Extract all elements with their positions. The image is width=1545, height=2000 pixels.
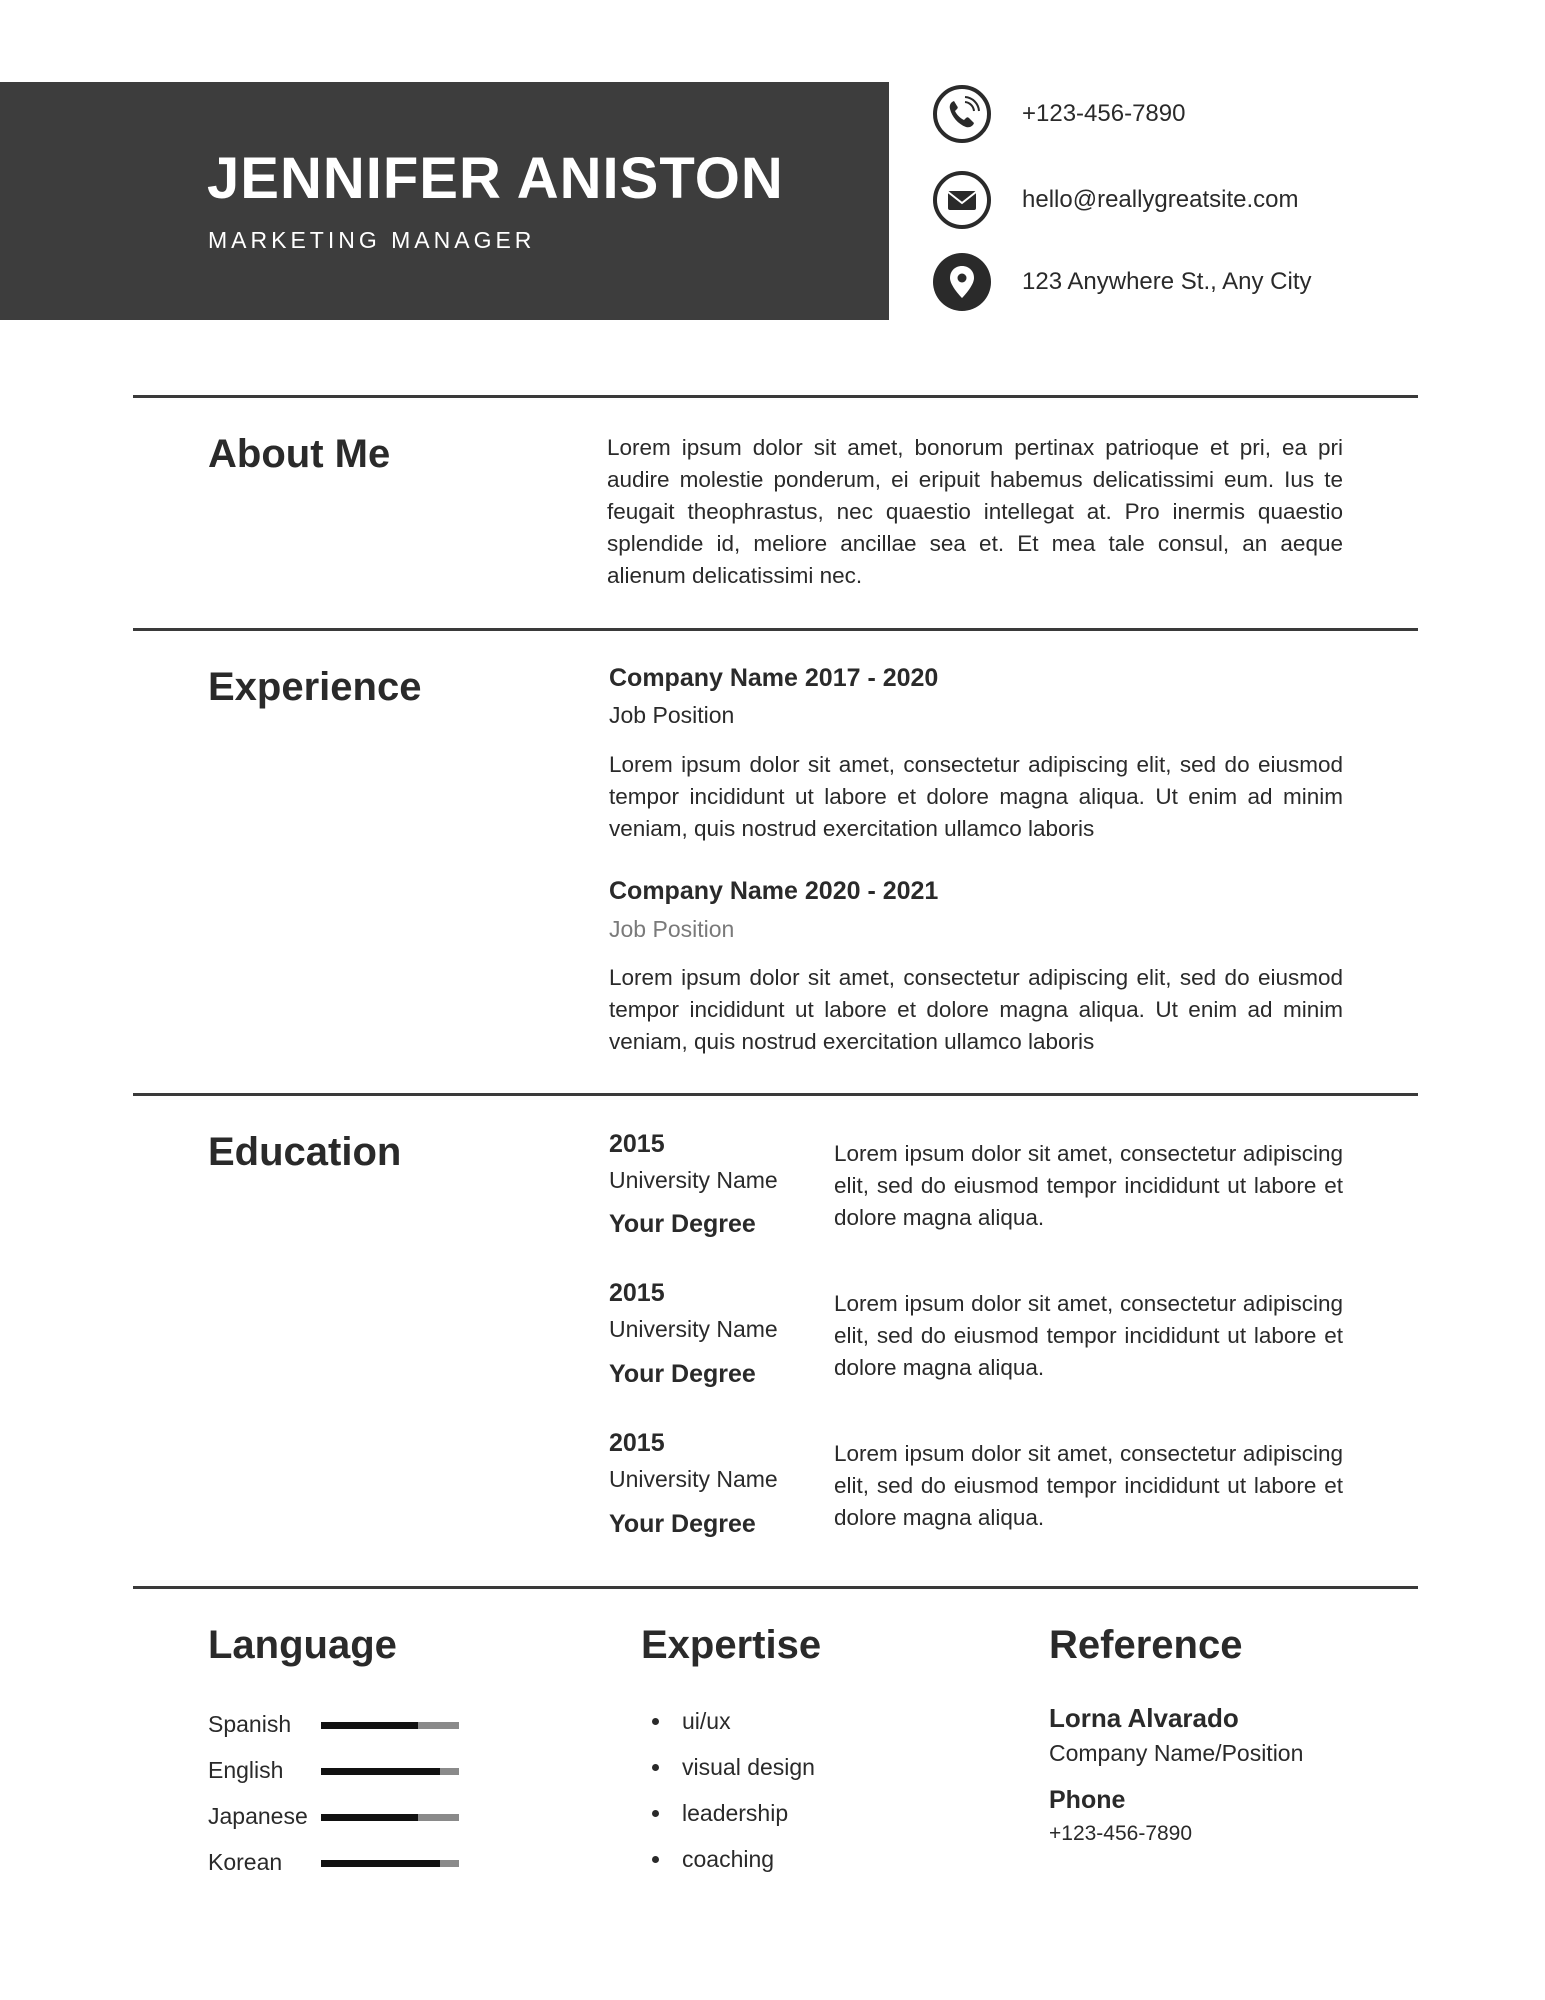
education-heading: Education: [208, 1130, 402, 1174]
experience-position: Job Position: [609, 702, 735, 728]
education-degree: Your Degree: [609, 1360, 756, 1388]
language-level-fill: [321, 1722, 418, 1729]
reference-phone: +123-456-7890: [1049, 1822, 1193, 1845]
reference-heading: Reference: [1049, 1623, 1243, 1667]
list-item: ui/ux: [652, 1703, 952, 1749]
language-level-bar: [321, 1768, 459, 1775]
list-item: leadership: [652, 1795, 952, 1841]
reference-name: Lorna Alvarado: [1049, 1703, 1239, 1733]
contact-address-row: [932, 252, 1492, 312]
language-row: [208, 1706, 468, 1742]
language-name: Spanish: [208, 1711, 292, 1737]
candidate-name: JENNIFER ANISTON: [207, 146, 784, 211]
bullet-icon: [652, 1856, 659, 1863]
contact-phone-row: [932, 84, 1492, 144]
reference-phone-label: Phone: [1049, 1786, 1126, 1814]
language-level-bar: [321, 1814, 459, 1821]
education-university: University Name: [609, 1466, 778, 1492]
experience-company: Company Name 2017 - 2020: [609, 664, 939, 692]
expertise-heading: Expertise: [641, 1623, 822, 1667]
experience-description: Lorem ipsum dolor sit amet, consectetur adipiscing elit, sed do eiusmod tempor incididunt ut labore et dolore magna aliqua. Ut enim ad minim veniam, quis nostrud exercitation ullamco laboris: [609, 752, 1343, 841]
location-pin-icon: [932, 252, 992, 312]
about-text: Lorem ipsum dolor sit amet, bonorum pertinax patrioque et pri, ea pri audire molestie ponderum, ei eripuit habemus delicatissimi eum. Ius te feugait theophrastus, nec quaestio intellegat at. Pro inermis quaestio splendide id, meliore ancillae sea et. Et mea tale consul, an aeque alienum delicatissimi nec.: [607, 435, 1343, 588]
contact-phone: +123-456-7890: [1022, 100, 1186, 127]
list-item: coaching: [652, 1841, 952, 1887]
contact-address: 123 Anywhere St., Any City: [1022, 268, 1312, 295]
mail-icon: [932, 170, 992, 230]
list-item: visual design: [652, 1749, 952, 1795]
language-row: [208, 1752, 468, 1788]
education-year: 2015: [609, 1429, 665, 1457]
education-description: Lorem ipsum dolor sit amet, consectetur adipiscing elit, sed do eiusmod tempor incididunt ut labore et dolore magna aliqua.: [834, 1291, 1343, 1380]
language-level-fill: [321, 1860, 440, 1867]
language-level-bar: [321, 1860, 459, 1867]
language-name: Korean: [208, 1849, 283, 1875]
divider: [133, 1586, 1418, 1589]
language-name: English: [208, 1757, 284, 1783]
expertise-list: [652, 1703, 952, 1887]
phone-icon: [932, 84, 992, 144]
bullet-icon: [652, 1764, 659, 1771]
contact-email: hello@reallygreatsite.com: [1022, 186, 1299, 213]
education-year: 2015: [609, 1130, 665, 1158]
language-level-fill: [321, 1768, 440, 1775]
education-university: University Name: [609, 1316, 778, 1342]
education-year: 2015: [609, 1279, 665, 1307]
education-degree: Your Degree: [609, 1210, 756, 1238]
reference-company: Company Name/Position: [1049, 1740, 1304, 1766]
experience-description: Lorem ipsum dolor sit amet, consectetur adipiscing elit, sed do eiusmod tempor incididunt ut labore et dolore magna aliqua. Ut enim ad minim veniam, quis nostrud exercitation ullamco laboris: [609, 965, 1343, 1054]
divider: [133, 1093, 1418, 1096]
education-description: Lorem ipsum dolor sit amet, consectetur adipiscing elit, sed do eiusmod tempor incididunt ut labore et dolore magna aliqua.: [834, 1441, 1343, 1530]
divider: [133, 628, 1418, 631]
language-level-fill: [321, 1814, 418, 1821]
education-degree: Your Degree: [609, 1510, 756, 1538]
language-name: Japanese: [208, 1803, 308, 1829]
contact-email-row: [932, 170, 1492, 230]
language-row: [208, 1798, 468, 1834]
candidate-title: MARKETING MANAGER: [208, 227, 536, 253]
experience-company: Company Name 2020 - 2021: [609, 877, 939, 905]
language-row: [208, 1844, 468, 1880]
bullet-icon: [652, 1810, 659, 1817]
bullet-icon: [652, 1718, 659, 1725]
experience-position: Job Position: [609, 916, 735, 942]
about-heading: About Me: [208, 432, 391, 476]
experience-heading: Experience: [208, 665, 422, 709]
language-level-bar: [321, 1722, 459, 1729]
language-heading: Language: [208, 1623, 397, 1667]
divider: [133, 395, 1418, 398]
education-university: University Name: [609, 1167, 778, 1193]
education-description: Lorem ipsum dolor sit amet, consectetur adipiscing elit, sed do eiusmod tempor incididunt ut labore et dolore magna aliqua.: [834, 1141, 1343, 1230]
